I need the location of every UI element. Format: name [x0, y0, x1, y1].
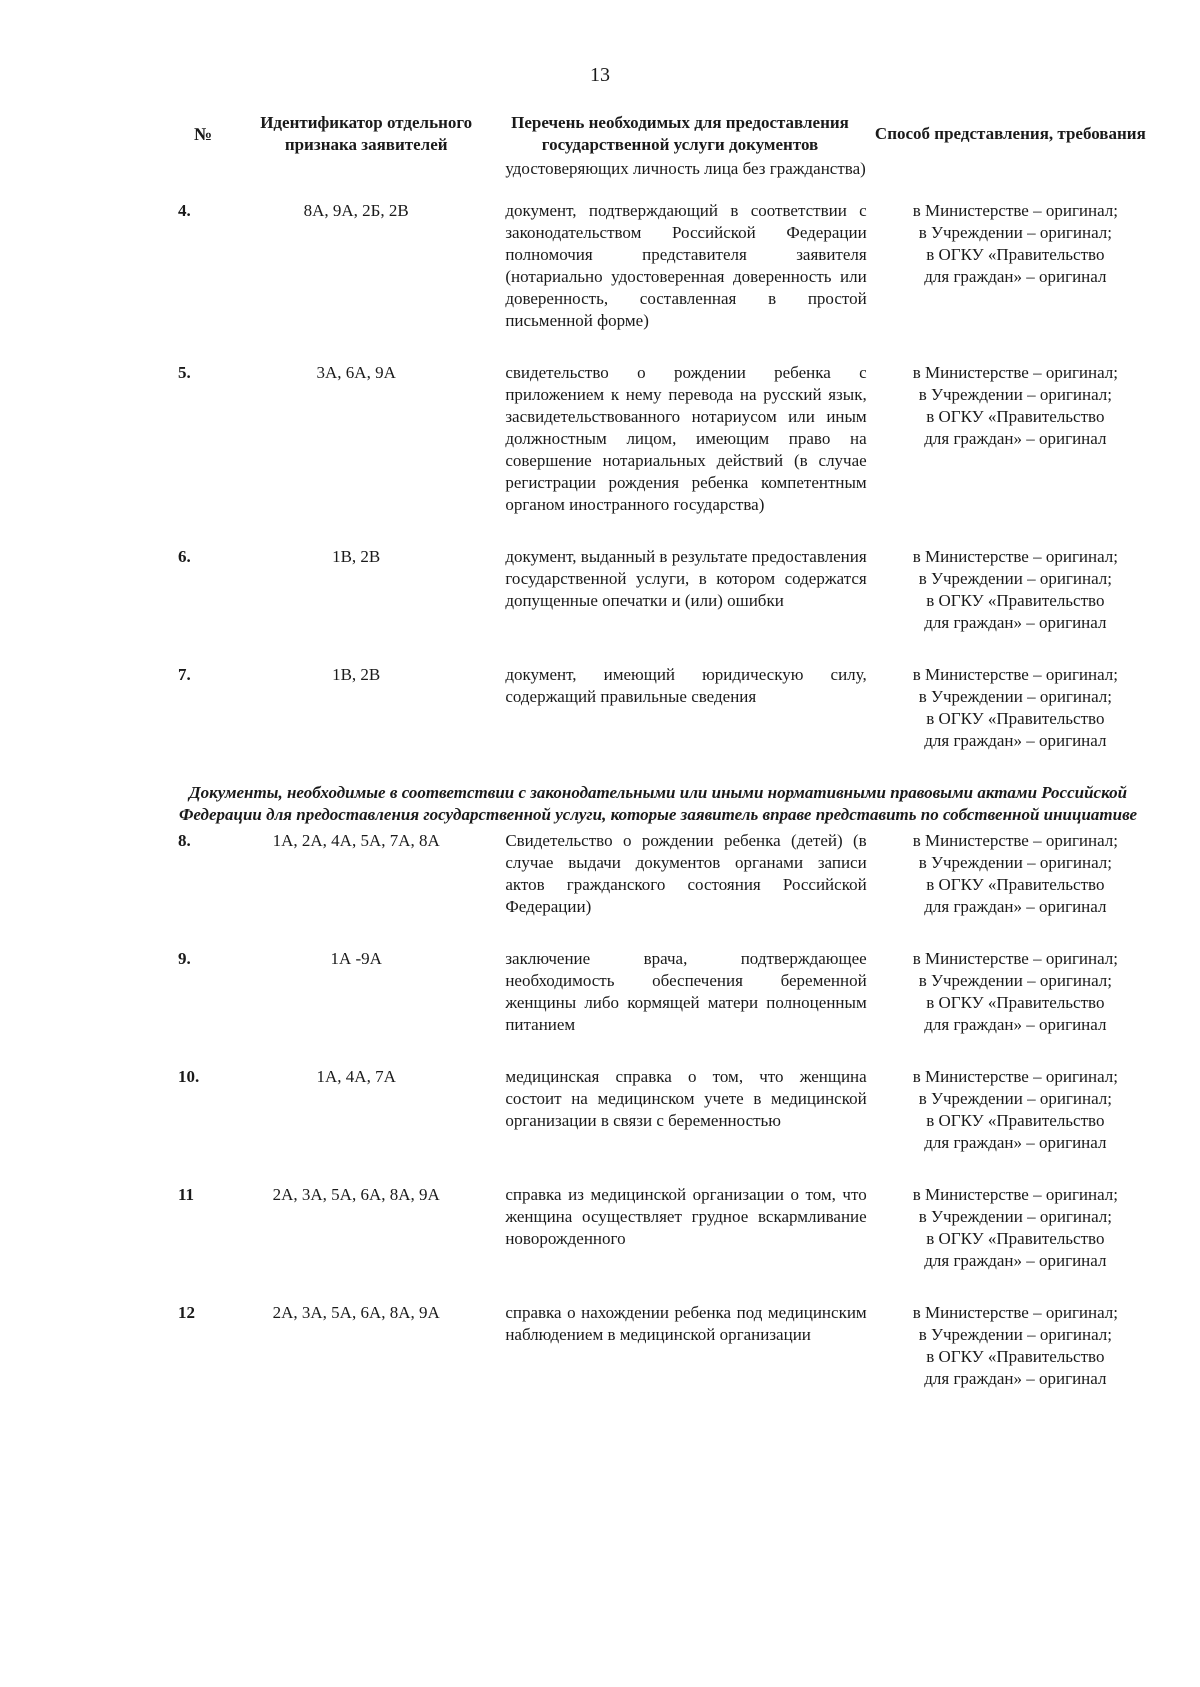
method-line: для граждан» – оригинал	[924, 731, 1107, 750]
header-method: Способ представления, требования	[874, 124, 1146, 143]
header-number: №	[194, 124, 213, 144]
method-line: в Учреждении – оригинал;	[918, 1325, 1112, 1344]
method-line: в Министерстве – оригинал;	[912, 949, 1119, 968]
method-line: в ОГКУ «Правительство	[926, 1347, 1105, 1366]
continuation-text: удостоверяющих личность лица без гражданства)	[505, 159, 866, 178]
row-document: свидетельство о рождении ребенка с приложением к нему перевода на русский язык, засвидетельствованного нотариусом или иным должностным лицом, имеющим право на совершение нотариальных действий (в случае регистрации рождения ребенка компетентным органом иностранного государства)	[505, 363, 867, 514]
method-line: в Министерстве – оригинал;	[912, 665, 1119, 684]
row-document: документ, подтверждающий в соответствии с законодательством Российской Федерации полномочия представителя заявителя (нотариально удостоверенная доверенность или доверенность, составленная в простой письменной форме)	[505, 201, 867, 330]
method-line: в ОГКУ «Правительство	[926, 709, 1105, 728]
row-identifier: 1А, 4А, 7А	[316, 1067, 396, 1086]
table-row	[168, 1066, 1148, 1184]
row-number: 4.	[178, 201, 191, 220]
method-line: в Учреждении – оригинал;	[918, 385, 1112, 404]
method-line: для граждан» – оригинал	[924, 267, 1107, 286]
method-line: в ОГКУ «Правительство	[926, 407, 1105, 426]
section-heading-row	[168, 782, 1148, 830]
header-identifier: Идентификатор отдельного признака заявителей	[260, 113, 473, 154]
row-number: 10.	[178, 1067, 200, 1086]
method-line: в ОГКУ «Правительство	[926, 591, 1105, 610]
table-row	[168, 830, 1148, 948]
method-line: в Учреждении – оригинал;	[918, 223, 1112, 242]
method-line: в Учреждении – оригинал;	[918, 971, 1112, 990]
table-row	[168, 1302, 1148, 1420]
method-line: в Министерстве – оригинал;	[912, 201, 1119, 220]
continuation-row	[168, 158, 1148, 200]
row-number: 11	[178, 1185, 195, 1204]
table-body-part2	[168, 830, 1148, 1420]
method-line: для граждан» – оригинал	[924, 1015, 1107, 1034]
row-identifier: 1В, 2В	[332, 547, 381, 566]
row-identifier: 1А -9А	[330, 949, 382, 968]
table-row	[168, 362, 1148, 546]
method-line: в Министерстве – оригинал;	[912, 363, 1119, 382]
method-line: для граждан» – оригинал	[924, 1251, 1107, 1270]
row-document: документ, выданный в результате предоставления государственной услуги, в котором содержатся допущенные опечатки и (или) ошибки	[505, 547, 867, 610]
table-body-part1	[168, 158, 1148, 782]
row-identifier: 1В, 2В	[332, 665, 381, 684]
method-line: для граждан» – оригинал	[924, 1133, 1107, 1152]
method-line: в ОГКУ «Правительство	[926, 993, 1105, 1012]
section-heading: Документы, необходимые в соответствии с законодательными или иными нормативными правовыми актами Российской Федерации для предоставления государственной услуги, которые заявитель вправе представить по собственной инициативе	[178, 783, 1138, 824]
row-number: 9.	[178, 949, 191, 968]
table-row	[168, 1184, 1148, 1302]
row-number: 5.	[178, 363, 191, 382]
documents-table	[168, 112, 1148, 1420]
method-line: в Учреждении – оригинал;	[918, 569, 1112, 588]
method-line: в Министерстве – оригинал;	[912, 1067, 1119, 1086]
method-line: в Министерстве – оригинал;	[912, 831, 1119, 850]
method-line: в ОГКУ «Правительство	[926, 875, 1105, 894]
row-number: 8.	[178, 831, 191, 850]
table-row	[168, 200, 1148, 362]
table-row	[168, 948, 1148, 1066]
method-line: в Министерстве – оригинал;	[912, 1303, 1119, 1322]
method-line: для граждан» – оригинал	[924, 429, 1107, 448]
row-document: заключение врача, подтверждающее необходимость обеспечения беременной женщины либо кормящей матери полноценным питанием	[505, 949, 867, 1034]
table-header-row	[168, 112, 1148, 158]
method-line: в ОГКУ «Правительство	[926, 1229, 1105, 1248]
method-line: в Учреждении – оригинал;	[918, 1207, 1112, 1226]
page-number: 13	[590, 64, 610, 86]
row-number: 12	[178, 1303, 195, 1322]
row-document: документ, имеющий юридическую силу, содержащий правильные сведения	[505, 665, 867, 706]
row-method	[873, 1302, 1148, 1420]
row-identifier: 8А, 9А, 2Б, 2В	[303, 201, 409, 220]
method-line: в ОГКУ «Правительство	[926, 1111, 1105, 1130]
row-method	[873, 948, 1148, 1066]
row-document: справка из медицинской организации о том, что женщина осуществляет грудное вскармливание новорожденного	[505, 1185, 867, 1248]
method-line: для граждан» – оригинал	[924, 897, 1107, 916]
method-line: для граждан» – оригинал	[924, 1369, 1107, 1388]
row-method	[873, 664, 1148, 782]
row-document: медицинская справка о том, что женщина состоит на медицинском учете в медицинской организации в связи с беременностью	[505, 1067, 867, 1130]
header-documents: Перечень необходимых для предоставления государственной услуги документов	[511, 113, 849, 154]
row-identifier: 3А, 6А, 9А	[316, 363, 396, 382]
method-line: в Учреждении – оригинал;	[918, 1089, 1112, 1108]
row-document: Свидетельство о рождении ребенка (детей) (в случае выдачи документов органами записи актов гражданского состояния Российской Федерации)	[505, 831, 867, 916]
row-method	[873, 830, 1148, 948]
row-method	[873, 362, 1148, 546]
row-method	[873, 1066, 1148, 1184]
section-heading-body	[168, 782, 1148, 830]
method-line: в ОГКУ «Правительство	[926, 245, 1105, 264]
table-row	[168, 664, 1148, 782]
row-identifier: 2А, 3А, 5А, 6А, 8А, 9А	[272, 1303, 440, 1322]
table-row	[168, 546, 1148, 664]
method-line: в Министерстве – оригинал;	[912, 547, 1119, 566]
row-document: справка о нахождении ребенка под медицинским наблюдением в медицинской организации	[505, 1303, 867, 1344]
method-line: для граждан» – оригинал	[924, 613, 1107, 632]
row-identifier: 1А, 2А, 4А, 5А, 7А, 8А	[272, 831, 440, 850]
row-method	[873, 546, 1148, 664]
method-line: в Учреждении – оригинал;	[918, 687, 1112, 706]
row-number: 6.	[178, 547, 191, 566]
row-method	[873, 1184, 1148, 1302]
row-number: 7.	[178, 665, 191, 684]
method-line: в Министерстве – оригинал;	[912, 1185, 1119, 1204]
row-identifier: 2А, 3А, 5А, 6А, 8А, 9А	[272, 1185, 440, 1204]
method-line: в Учреждении – оригинал;	[918, 853, 1112, 872]
row-method	[873, 200, 1148, 362]
